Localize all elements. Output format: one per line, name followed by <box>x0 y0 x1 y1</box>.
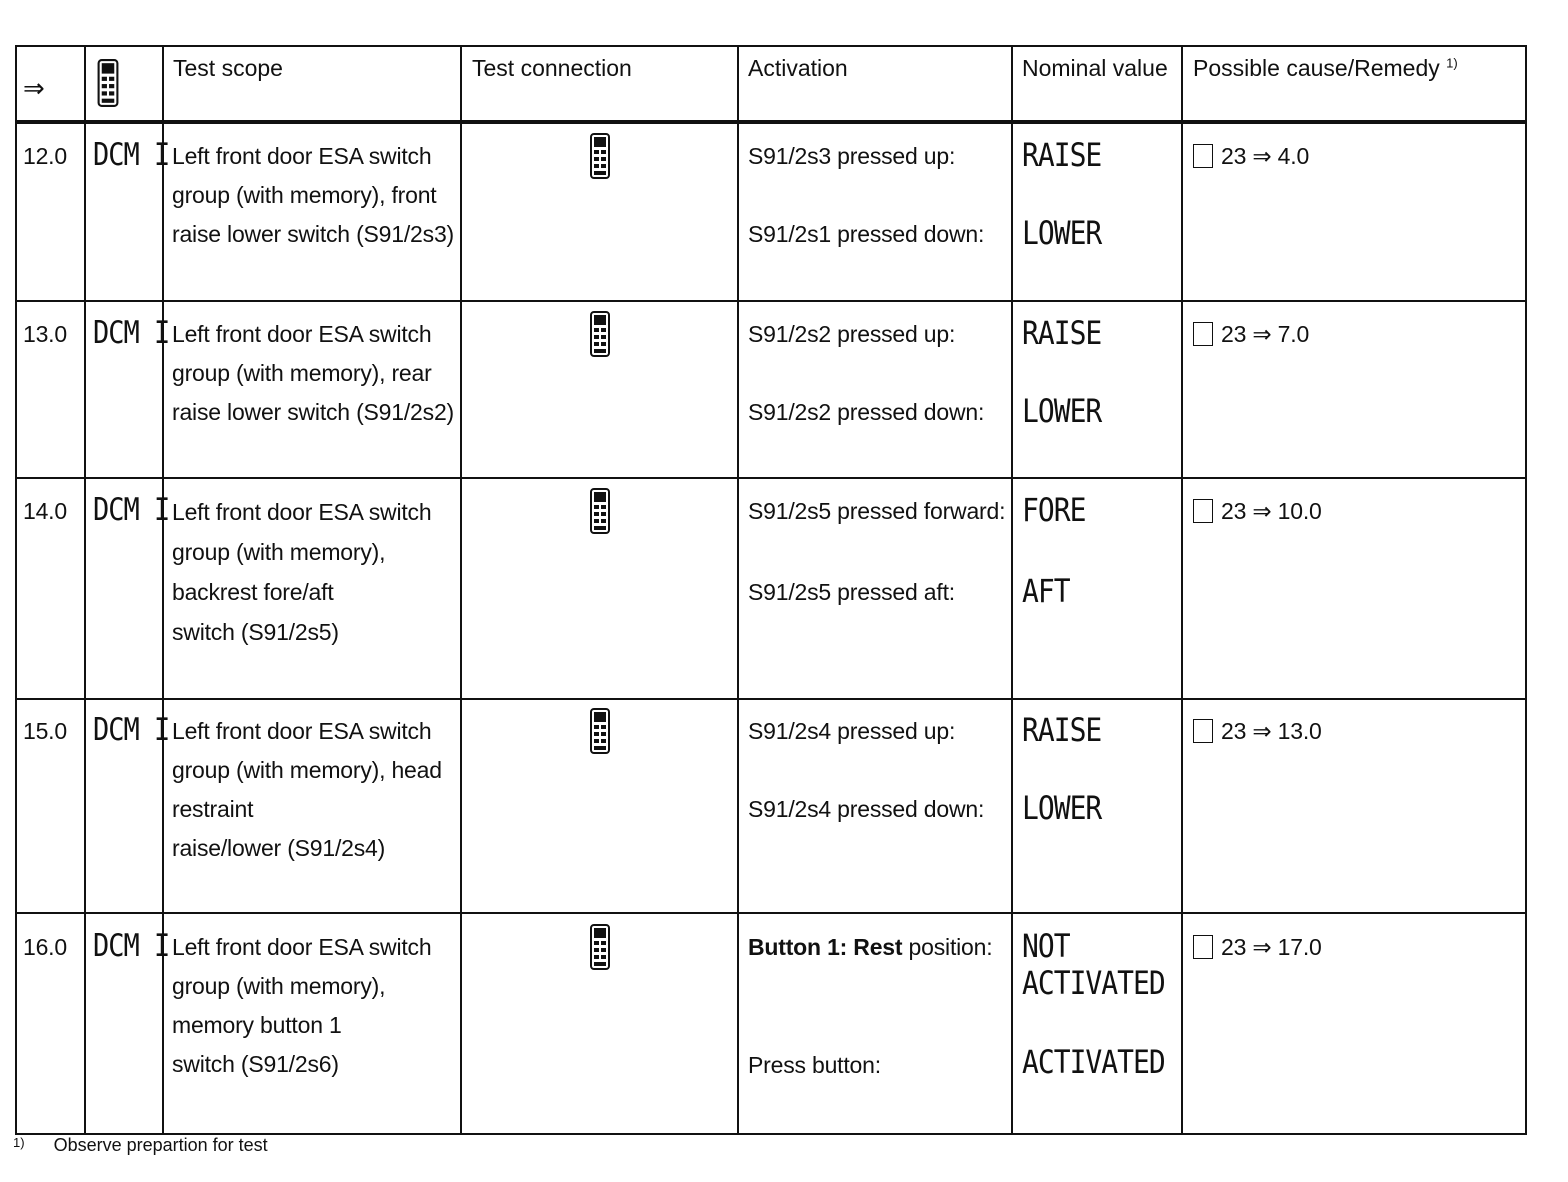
test-table <box>13 45 1527 1155</box>
remedy-arrow: ⇒ <box>1252 321 1272 347</box>
footnote <box>13 1135 268 1156</box>
row-divider <box>15 300 1527 302</box>
tester-icon <box>589 708 611 754</box>
activation-1 <box>748 928 992 967</box>
step-number: 13.0 <box>23 321 67 347</box>
nominal-value-1: RAISE <box>1022 136 1102 175</box>
nominal-value-2: LOWER <box>1022 789 1102 828</box>
header-remedy-label: Possible cause/Remedy <box>1193 55 1440 81</box>
remedy-test-number: 23 <box>1221 321 1247 347</box>
remedy-arrow: ⇒ <box>1252 143 1272 169</box>
scope-line: raise lower switch (S91/2s2) <box>172 399 455 425</box>
checkbox-icon <box>1193 935 1213 959</box>
module-code: DCM I <box>93 492 170 529</box>
col-divider <box>1011 45 1013 1135</box>
step-number: 12.0 <box>23 143 67 169</box>
header-arrow: ⇒ <box>23 73 45 103</box>
row-divider <box>15 912 1527 914</box>
header-divider <box>15 120 1527 124</box>
scope-line: Left front door ESA switch <box>172 718 432 744</box>
remedy-ref <box>1193 137 1309 176</box>
nominal-value-1: FORE <box>1022 491 1086 530</box>
test-scope-text <box>172 492 431 652</box>
activation-1: S91/2s5 pressed forward: <box>748 498 1006 524</box>
remedy-test-number: 23 <box>1221 934 1247 960</box>
col-divider <box>737 45 739 1135</box>
scope-line: Left front door ESA switch <box>172 143 432 169</box>
header-test-scope: Test scope <box>173 55 283 81</box>
nominal-value-1: RAISE <box>1022 314 1102 353</box>
tester-icon <box>95 59 121 107</box>
activation-1-bold: Button 1: Rest <box>748 934 903 960</box>
scope-line: Left front door ESA switch <box>172 499 432 525</box>
remedy-ref <box>1193 315 1309 354</box>
scope-line: backrest fore/aft <box>172 579 334 605</box>
activation-2: Press button: <box>748 1052 881 1078</box>
remedy-step: 10.0 <box>1277 498 1322 524</box>
scope-line: raise lower switch (S91/2s3) <box>172 221 455 247</box>
remedy-ref <box>1193 928 1322 967</box>
scope-line: group (with memory), front <box>172 182 437 208</box>
test-scope-text <box>172 315 454 432</box>
step-number: 15.0 <box>23 718 67 744</box>
tester-icon <box>589 311 611 357</box>
scope-line: Left front door ESA switch <box>172 934 432 960</box>
scope-line: Left front door ESA switch <box>172 321 432 347</box>
nominal-value-1: RAISE <box>1022 711 1102 750</box>
remedy-arrow: ⇒ <box>1252 934 1272 960</box>
col-divider <box>162 45 164 1135</box>
remedy-test-number: 23 <box>1221 718 1247 744</box>
row-divider <box>15 698 1527 700</box>
nominal-value-2: LOWER <box>1022 214 1102 253</box>
scope-line: memory button 1 <box>172 1012 342 1038</box>
row-divider <box>15 477 1527 479</box>
remedy-step: 4.0 <box>1277 143 1310 169</box>
checkbox-icon <box>1193 144 1213 168</box>
remedy-arrow: ⇒ <box>1252 498 1272 524</box>
header-remedy <box>1193 55 1458 82</box>
scope-line: switch (S91/2s5) <box>172 619 339 645</box>
col-divider <box>460 45 462 1135</box>
tester-icon <box>589 488 611 534</box>
tester-icon <box>589 924 611 970</box>
header-activation: Activation <box>748 55 848 81</box>
activation-2: S91/2s5 pressed aft: <box>748 579 955 605</box>
scope-line: group (with memory), <box>172 973 386 999</box>
activation-2: S91/2s2 pressed down: <box>748 399 985 425</box>
checkbox-icon <box>1193 322 1213 346</box>
scope-line: group (with memory), head <box>172 757 442 783</box>
activation-1: S91/2s2 pressed up: <box>748 321 956 347</box>
remedy-step: 13.0 <box>1277 718 1322 744</box>
activation-1: S91/2s4 pressed up: <box>748 718 956 744</box>
header-test-connection: Test connection <box>472 55 632 81</box>
test-scope-text <box>172 712 442 868</box>
remedy-step: 7.0 <box>1277 321 1310 347</box>
tester-icon <box>589 133 611 179</box>
checkbox-icon <box>1193 719 1213 743</box>
header-nominal-value: Nominal value <box>1022 55 1168 81</box>
remedy-ref <box>1193 492 1322 531</box>
module-code: DCM I <box>93 137 170 174</box>
scope-line: group (with memory), rear <box>172 360 432 386</box>
activation-2: S91/2s4 pressed down: <box>748 796 985 822</box>
remedy-step: 17.0 <box>1277 934 1322 960</box>
scope-line: restraint <box>172 796 254 822</box>
header-remedy-footnote-mark: 1) <box>1446 55 1458 71</box>
module-code: DCM I <box>93 928 170 965</box>
nominal-value-2: AFT <box>1022 572 1070 611</box>
scope-line: raise/lower (S91/2s4) <box>172 835 386 861</box>
activation-1-rest: position: <box>902 934 993 960</box>
module-code: DCM I <box>93 315 170 352</box>
test-scope-text <box>172 928 431 1084</box>
col-divider <box>84 45 86 1135</box>
col-divider <box>1181 45 1183 1135</box>
nominal-value-2: LOWER <box>1022 392 1102 431</box>
nominal-value-1b: ACTIVATED <box>1022 964 1165 1003</box>
scope-line: switch (S91/2s6) <box>172 1051 339 1077</box>
footnote-text: Observe prepartion for test <box>53 1135 268 1155</box>
remedy-test-number: 23 <box>1221 143 1247 169</box>
step-number: 16.0 <box>23 934 67 960</box>
checkbox-icon <box>1193 499 1213 523</box>
step-number: 14.0 <box>23 498 67 524</box>
scope-line: group (with memory), <box>172 539 386 565</box>
remedy-ref <box>1193 712 1322 751</box>
remedy-test-number: 23 <box>1221 498 1247 524</box>
module-code: DCM I <box>93 712 170 749</box>
activation-1: S91/2s3 pressed up: <box>748 143 956 169</box>
test-scope-text <box>172 137 454 254</box>
nominal-value-1: NOT <box>1022 927 1070 966</box>
footnote-mark: 1) <box>13 1135 25 1150</box>
remedy-arrow: ⇒ <box>1252 718 1272 744</box>
activation-2: S91/2s1 pressed down: <box>748 221 985 247</box>
nominal-value-2: ACTIVATED <box>1022 1043 1165 1082</box>
